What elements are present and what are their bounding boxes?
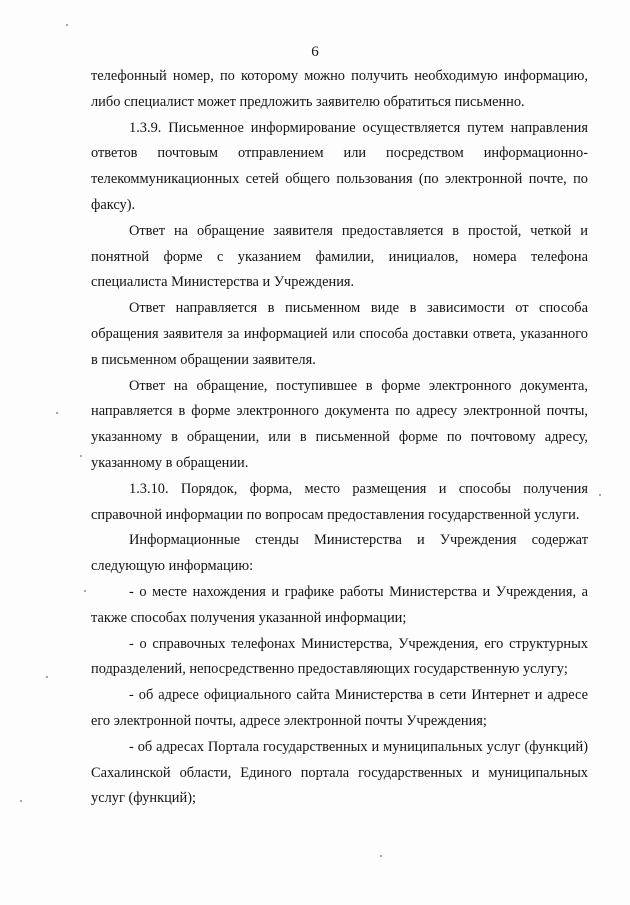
scan-speck [20, 800, 22, 802]
document-body [91, 64, 588, 812]
page-number: 6 [311, 44, 319, 60]
paragraph: Ответ на обращение, поступившее в форме электронного документа, направляется в форме электронного документа по адресу электронной почты, указанному в обращении, или в письменной форме по почтовому адресу, указанному в обращении. [91, 377, 588, 471]
paragraph: 1.3.9. Письменное информирование осуществляется путем направления ответов почтовым отправлением или посредством информационно-телекоммуникационных сетей общего пользования (по электронной почте, по факсу). [91, 119, 588, 213]
paragraph: Ответ на обращение заявителя предоставляется в простой, четкой и понятной форме с указанием фамилии, инициалов, номера телефона специалиста Министерства и Учреждения. [91, 222, 588, 291]
list-item: - о месте нахождения и графике работы Министерства и Учреждения, а также способах получения указанной информации; [91, 583, 588, 626]
scan-speck [599, 494, 601, 496]
paragraph: телефонный номер, по которому можно получить необходимую информацию, либо специалист может предложить заявителю обратиться письменно. [91, 68, 588, 110]
list-item: - об адресах Портала государственных и муниципальных услуг (функций) Сахалинской области, Единого портала государственных и муниципальных услуг (функций); [91, 738, 588, 807]
scan-speck [46, 676, 48, 678]
scan-speck [56, 412, 58, 414]
scan-speck [80, 455, 82, 457]
paragraph: Информационные стенды Министерства и Учреждения содержат следующую информацию: [91, 532, 588, 575]
list-item: - о справочных телефонах Министерства, Учреждения, его структурных подразделений, непосредственно предоставляющих государственную услугу; [91, 635, 588, 678]
list-item: - об адресе официального сайта Министерства в сети Интернет и адресе его электронной почты, адресе электронной почты Учреждения; [91, 687, 588, 729]
paragraph: 1.3.10. Порядок, форма, место размещения и способы получения справочной информации по вопросам предоставления государственной услуги. [91, 480, 588, 523]
scan-speck [84, 590, 86, 592]
scan-speck [380, 855, 382, 857]
scan-speck [66, 24, 68, 26]
paragraph: Ответ направляется в письменном виде в зависимости от способа обращения заявителя за информацией или способа доставки ответа, указанного в письменном обращении заявителя. [91, 300, 588, 368]
